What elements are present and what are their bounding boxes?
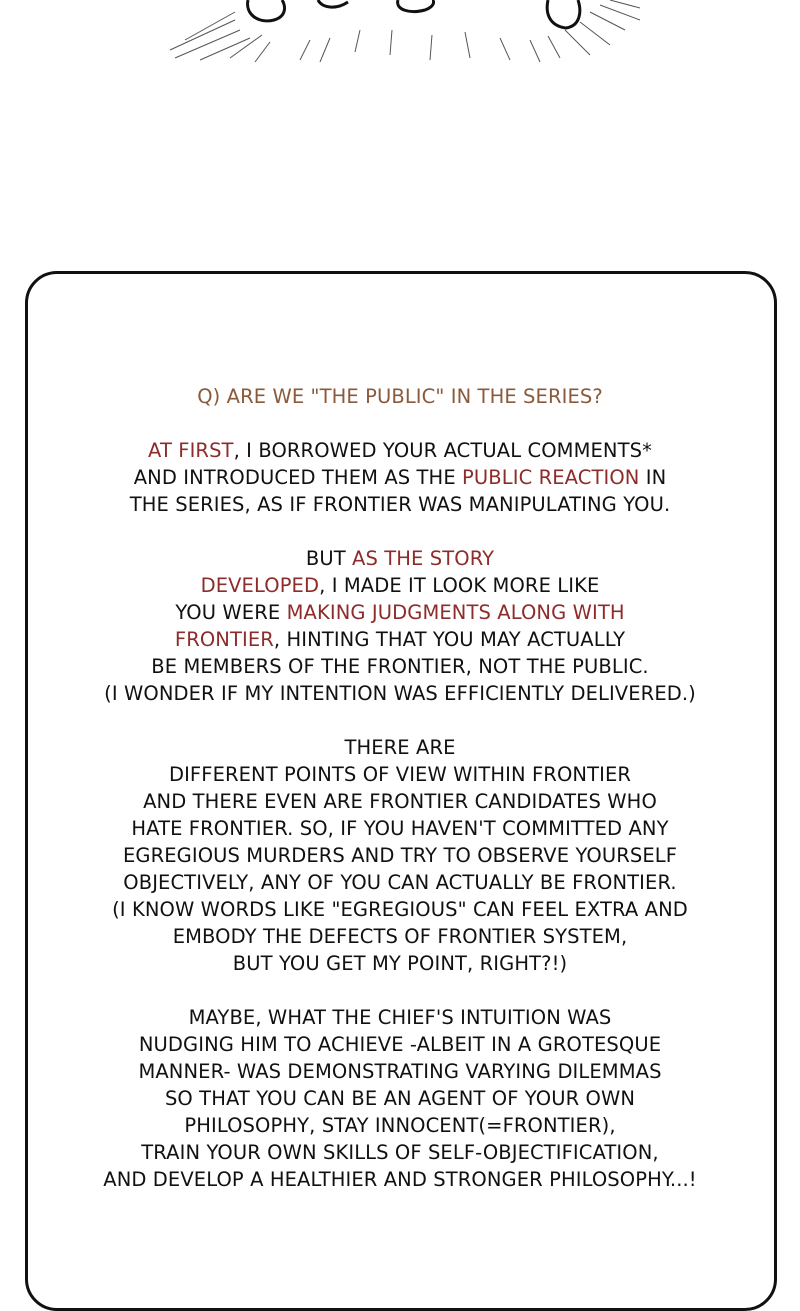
highlighted-text: FRONTIER (174, 628, 274, 651)
body-text: THE SERIES, AS IF FRONTIER WAS MANIPULATING YOU. (129, 493, 671, 516)
text-line (0, 491, 800, 518)
body-text: , I MADE IT LOOK MORE LIKE (319, 574, 600, 597)
text-line (0, 734, 800, 761)
text-line (0, 599, 800, 626)
body-text: EGREGIOUS MURDERS AND TRY TO OBSERVE YOURSELF (122, 844, 678, 867)
body-text: MANNER- WAS DEMONSTRATING VARYING DILEMMAS (138, 1060, 662, 1083)
body-text: (I KNOW WORDS LIKE "EGREGIOUS" CAN FEEL EXTRA AND (112, 898, 688, 921)
text-line (0, 815, 800, 842)
text-line (0, 437, 800, 464)
text-line (0, 1112, 800, 1139)
text-line (0, 1166, 800, 1193)
text-line (0, 1058, 800, 1085)
text-line (0, 869, 800, 896)
highlighted-text: AT FIRST (148, 439, 234, 462)
question-heading: Q) ARE WE "THE PUBLIC" IN THE SERIES? (197, 385, 603, 408)
text-line (0, 653, 800, 680)
body-text: IN (639, 466, 667, 489)
text-line (0, 788, 800, 815)
body-text: BUT (305, 547, 353, 570)
body-text: PHILOSOPHY, STAY INNOCENT(=FRONTIER), (184, 1114, 616, 1137)
character-feet (248, 0, 580, 28)
text-line (0, 761, 800, 788)
body-text: , HINTING THAT YOU MAY ACTUALLY (273, 628, 626, 651)
comic-art-fragment (0, 0, 800, 70)
panel-text (0, 383, 800, 1193)
body-text: (I WONDER IF MY INTENTION WAS EFFICIENTLY DELIVERED.) (104, 682, 696, 705)
paragraph-gap (0, 707, 800, 734)
body-text: BE MEMBERS OF THE FRONTIER, NOT THE PUBLIC. (151, 655, 649, 678)
body-text: HATE FRONTIER. SO, IF YOU HAVEN'T COMMITTED ANY (131, 817, 669, 840)
body-text: AND THERE EVEN ARE FRONTIER CANDIDATES WHO (143, 790, 657, 813)
text-line (0, 1031, 800, 1058)
text-line (0, 1004, 800, 1031)
body-text: , I BORROWED YOUR ACTUAL COMMENTS* (233, 439, 652, 462)
text-line (0, 626, 800, 653)
paragraph-gap (0, 977, 800, 1004)
text-line (0, 842, 800, 869)
body-text: MAYBE, WHAT THE CHIEF'S INTUITION WAS (188, 1006, 612, 1029)
text-line (0, 1139, 800, 1166)
body-text: SO THAT YOU CAN BE AN AGENT OF YOUR OWN (164, 1087, 636, 1110)
highlighted-text: MAKING JUDGMENTS ALONG WITH (286, 601, 625, 624)
body-text: EMBODY THE DEFECTS OF FRONTIER SYSTEM, (172, 925, 628, 948)
highlighted-text: AS THE STORY (352, 547, 495, 570)
body-text: AND DEVELOP A HEALTHIER AND STRONGER PHILOSOPHY...! (103, 1168, 697, 1191)
text-line (0, 896, 800, 923)
body-text: THERE ARE (344, 736, 456, 759)
body-text: DIFFERENT POINTS OF VIEW WITHIN FRONTIER (168, 763, 632, 786)
text-line (0, 680, 800, 707)
highlighted-text: DEVELOPED (200, 574, 320, 597)
body-text: YOU WERE (175, 601, 287, 624)
body-text: AND INTRODUCED THEM AS THE (133, 466, 463, 489)
text-line (0, 464, 800, 491)
body-text: OBJECTIVELY, ANY OF YOU CAN ACTUALLY BE FRONTIER. (123, 871, 677, 894)
text-line (0, 572, 800, 599)
body-text: NUDGING HIM TO ACHIEVE -ALBEIT IN A GROTESQUE (138, 1033, 662, 1056)
text-line (0, 923, 800, 950)
highlighted-text: PUBLIC REACTION (462, 466, 640, 489)
paragraph-gap (0, 410, 800, 437)
text-line (0, 950, 800, 977)
text-line (0, 545, 800, 572)
text-line (0, 1085, 800, 1112)
body-text: TRAIN YOUR OWN SKILLS OF SELF-OBJECTIFICATION, (141, 1141, 659, 1164)
body-text: BUT YOU GET MY POINT, RIGHT?!) (232, 952, 568, 975)
paragraph-gap (0, 518, 800, 545)
